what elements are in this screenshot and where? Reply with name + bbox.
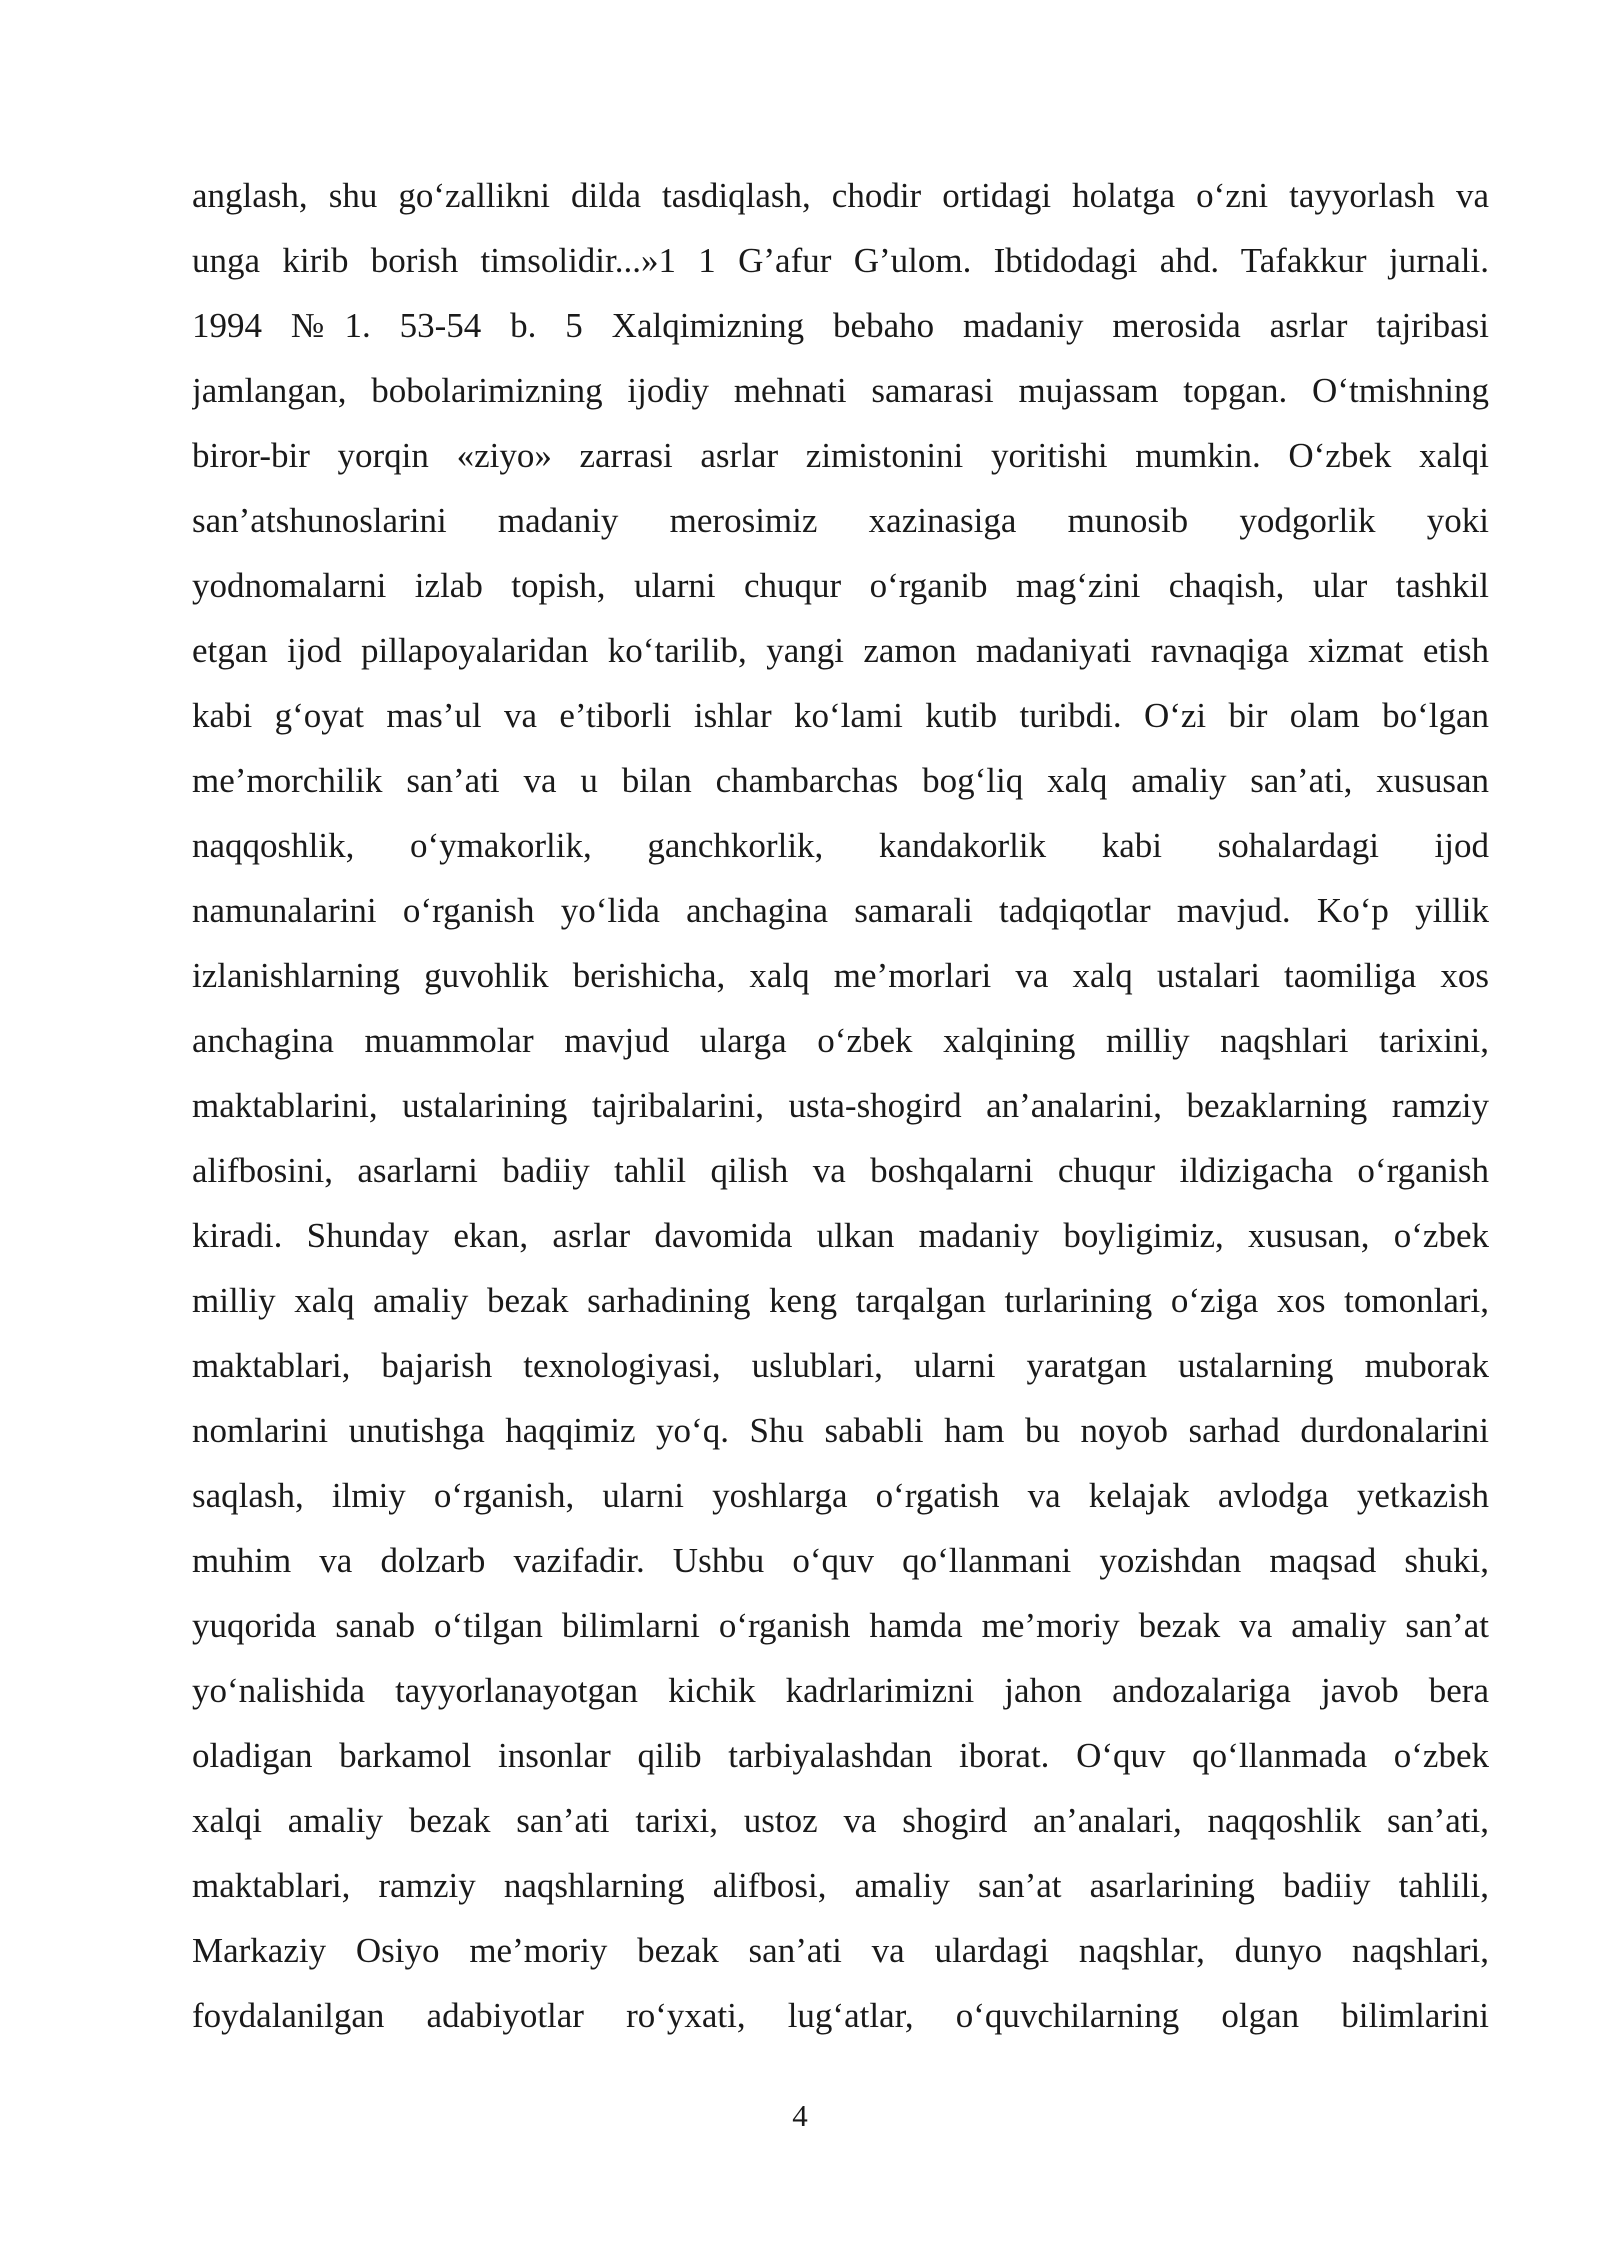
text-line: maktablari, bajarish texnologiyasi, uslublari, ularni yaratgan ustalarning muborak <box>192 1346 1489 1385</box>
text-line: jamlangan, bobolarimizning ijodiy mehnati samarasi mujassam topgan. O‘tmishning <box>192 371 1489 410</box>
text-line: kabi g‘oyat mas’ul va e’tiborli ishlar ko‘lami kutib turibdi. O‘zi bir olam bo‘lgan <box>192 696 1489 735</box>
text-line: anglash, shu go‘zallikni dilda tasdiqlash, chodir ortidagi holatga o‘zni tayyorlash va <box>192 176 1489 215</box>
text-line: naqqoshlik, o‘ymakorlik, ganchkorlik, kandakorlik kabi sohalardagi ijod <box>192 826 1489 865</box>
text-line: maktablarini, ustalarining tajribalarini, usta-shogird an’analarini, bezaklarning ramziy <box>192 1086 1489 1125</box>
text-line: anchagina muammolar mavjud ularga o‘zbek xalqining milliy naqshlari tarixini, <box>192 1021 1489 1060</box>
text-line: milliy xalq amaliy bezak sarhadining keng tarqalgan turlarining o‘ziga xos tomonlari, <box>192 1281 1489 1320</box>
text-line: biror-bir yorqin «ziyo» zarrasi asrlar zimistonini yoritishi mumkin. O‘zbek xalqi <box>192 436 1489 475</box>
text-line: yo‘nalishida tayyorlanayotgan kichik kadrlarimizni jahon andozalariga javob bera <box>192 1671 1489 1710</box>
text-line: nomlarini unutishga haqqimiz yo‘q. Shu sababli ham bu noyob sarhad durdonalarini <box>192 1411 1489 1450</box>
text-line: izlanishlarning guvohlik berishicha, xalq me’morlari va xalq ustalari taomiliga xos <box>192 956 1489 995</box>
text-line: san’atshunoslarini madaniy merosimiz xazinasiga munosib yodgorlik yoki <box>192 501 1489 540</box>
body-text <box>192 163 1489 2048</box>
text-line: saqlash, ilmiy o‘rganish, ularni yoshlarga o‘rgatish va kelajak avlodga yetkazish <box>192 1476 1489 1515</box>
text-line: alifbosini, asarlarni badiiy tahlil qilish va boshqalarni chuqur ildizigacha o‘rganish <box>192 1151 1489 1190</box>
text-line: foydalanilgan adabiyotlar ro‘yxati, lug‘atlar, o‘quvchilarning olgan bilimlarini <box>192 1996 1489 2035</box>
text-line: namunalarini o‘rganish yo‘lida anchagina samarali tadqiqotlar mavjud. Ko‘p yillik <box>192 891 1489 930</box>
text-line: yuqorida sanab o‘tilgan bilimlarni o‘rganish hamda me’moriy bezak va amaliy san’at <box>192 1606 1489 1645</box>
text-line: maktablari, ramziy naqshlarning alifbosi, amaliy san’at asarlarining badiiy tahlili, <box>192 1866 1489 1905</box>
text-line: unga kirib borish timsolidir...»1 1 G’afur G’ulom. Ibtidodagi ahd. Tafakkur jurnali. <box>192 241 1489 280</box>
text-line: 1994 №1. 53-54 b. 5 Xalqimizning bebaho madaniy merosida asrlar tajribasi <box>192 306 1489 345</box>
text-line: Markaziy Osiyo me’moriy bezak san’ati va ulardagi naqshlar, dunyo naqshlari, <box>192 1931 1489 1970</box>
page-number: 4 <box>792 2098 808 2133</box>
text-line: muhim va dolzarb vazifadir. Ushbu o‘quv qo‘llanmani yozishdan maqsad shuki, <box>192 1541 1489 1580</box>
text-line: oladigan barkamol insonlar qilib tarbiyalashdan iborat. O‘quv qo‘llanmada o‘zbek <box>192 1736 1489 1775</box>
text-line: yodnomalarni izlab topish, ularni chuqur o‘rganib mag‘zini chaqish, ular tashkil <box>192 566 1489 605</box>
text-line: me’morchilik san’ati va u bilan chambarchas bog‘liq xalq amaliy san’ati, xususan <box>192 761 1489 800</box>
text-line: etgan ijod pillapoyalaridan ko‘tarilib, yangi zamon madaniyati ravnaqiga xizmat etish <box>192 631 1489 670</box>
text-line: kiradi. Shunday ekan, asrlar davomida ulkan madaniy boyligimiz, xususan, o‘zbek <box>192 1216 1489 1255</box>
text-line: xalqi amaliy bezak san’ati tarixi, ustoz va shogird an’analari, naqqoshlik san’ati, <box>192 1801 1489 1840</box>
